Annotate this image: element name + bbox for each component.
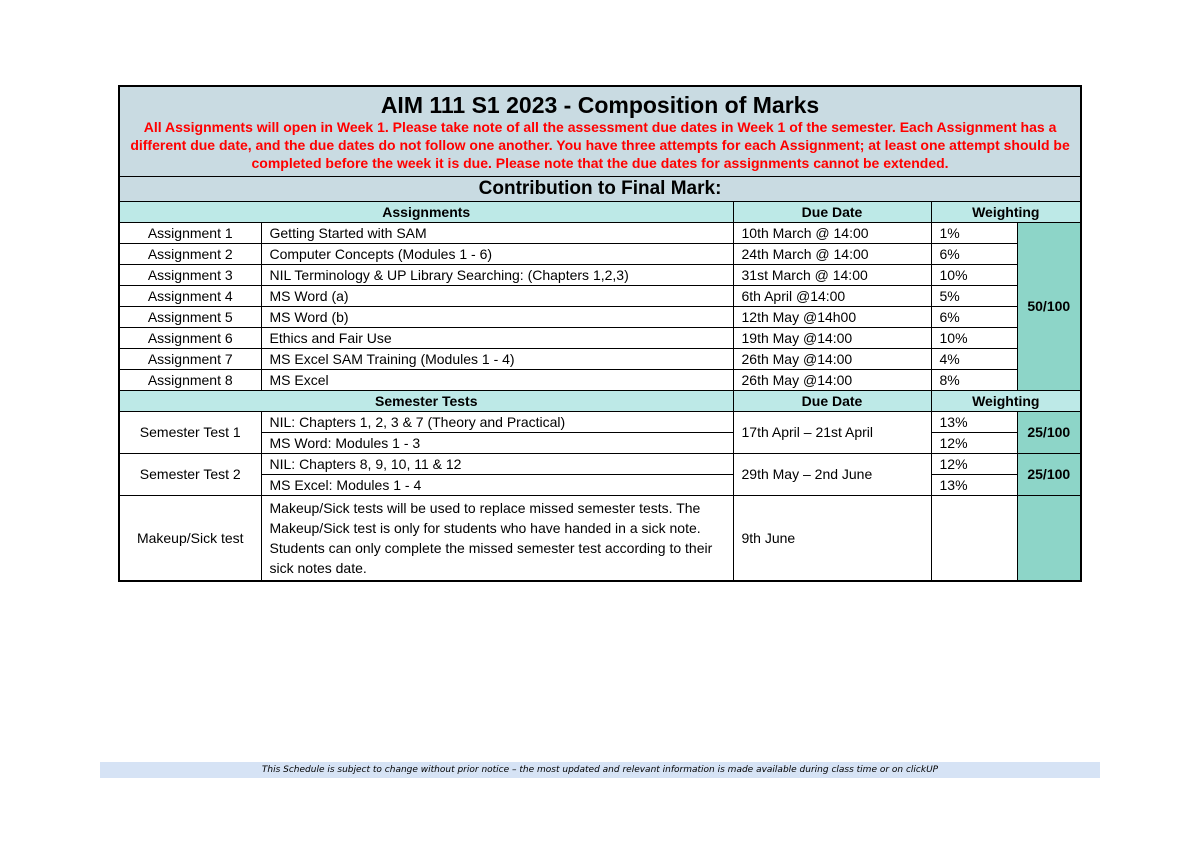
assignment-topic: MS Excel: [261, 370, 733, 391]
weighting-header: Weighting: [931, 202, 1081, 223]
assignment-name: Assignment 7: [119, 349, 261, 370]
assignment-weight: 8%: [931, 370, 1017, 391]
table-row: [119, 244, 1081, 265]
test-topic: MS Word: Modules 1 - 3: [261, 433, 733, 454]
assignment-topic: MS Word (b): [261, 307, 733, 328]
assignment-weight: 6%: [931, 307, 1017, 328]
makeup-test-name: Makeup/Sick test: [119, 496, 261, 582]
table-row: [119, 286, 1081, 307]
assignment-weight: 5%: [931, 286, 1017, 307]
contribution-heading: Contribution to Final Mark:: [119, 177, 1081, 202]
test-weight: 12%: [931, 454, 1017, 475]
due-date-header: Due Date: [733, 202, 931, 223]
makeup-test-total: [1017, 496, 1081, 582]
composition-of-marks-table: [118, 85, 1082, 582]
test2-total: 25/100: [1017, 454, 1081, 496]
test-topic: NIL: Chapters 1, 2, 3 & 7 (Theory and Practical): [261, 412, 733, 433]
assignment-topic: Computer Concepts (Modules 1 - 6): [261, 244, 733, 265]
assignment-due: 26th May @14:00: [733, 349, 931, 370]
assignment-name: Assignment 2: [119, 244, 261, 265]
table-row: [119, 349, 1081, 370]
assignment-due: 19th May @14:00: [733, 328, 931, 349]
test-due: 17th April – 21st April: [733, 412, 931, 454]
assignment-topic: Getting Started with SAM: [261, 223, 733, 244]
semester-tests-header: Semester Tests: [119, 391, 733, 412]
makeup-test-description: Makeup/Sick tests will be used to replace missed semester tests. The Makeup/Sick test is only for students who have handed in a sick note. Students can only complete the missed semester test according to their sick notes date.: [261, 496, 733, 582]
assignment-due: 10th March @ 14:00: [733, 223, 931, 244]
makeup-test-weight: [931, 496, 1017, 582]
table-row: [119, 433, 1081, 454]
assignment-due: 12th May @14h00: [733, 307, 931, 328]
table-row: [119, 370, 1081, 391]
assignment-name: Assignment 4: [119, 286, 261, 307]
table-row: [119, 265, 1081, 286]
table-row: [119, 454, 1081, 475]
table-row: [119, 307, 1081, 328]
test-weight: 12%: [931, 433, 1017, 454]
table-row: [119, 223, 1081, 244]
assignment-weight: 10%: [931, 328, 1017, 349]
assignment-topic: Ethics and Fair Use: [261, 328, 733, 349]
assignment-weight: 4%: [931, 349, 1017, 370]
assignments-total: 50/100: [1017, 223, 1081, 391]
test-name: Semester Test 1: [119, 412, 261, 454]
test-weight: 13%: [931, 412, 1017, 433]
tests-due-date-header: Due Date: [733, 391, 931, 412]
test-topic: NIL: Chapters 8, 9, 10, 11 & 12: [261, 454, 733, 475]
footer-disclaimer: This Schedule is subject to change without prior notice – the most updated and relevant information is made available during class time or on clickUP: [100, 762, 1100, 778]
assignment-topic: NIL Terminology & UP Library Searching: (Chapters 1,2,3): [261, 265, 733, 286]
table-row: [119, 496, 1081, 582]
assignments-header: Assignments: [119, 202, 733, 223]
assignment-due: 24th March @ 14:00: [733, 244, 931, 265]
assignment-weight: 10%: [931, 265, 1017, 286]
assignment-weight: 6%: [931, 244, 1017, 265]
tests-weighting-header: Weighting: [931, 391, 1081, 412]
table-row: [119, 412, 1081, 433]
assignment-due: 6th April @14:00: [733, 286, 931, 307]
table-row: [119, 328, 1081, 349]
page-title: AIM 111 S1 2023 - Composition of Marks: [380, 92, 820, 118]
table-row: [119, 475, 1081, 496]
assignment-name: Assignment 3: [119, 265, 261, 286]
assignment-notice: All Assignments will open in Week 1. Please take note of all the assessment due dates in Week 1 of the semester. Each Assignment has a different due date, and the due dates do not follow one another. You have three attempts for each Assignment; at least one attempt should be completed before the week it is due. Please note that the due dates for assignments cannot be extended.: [130, 119, 1070, 171]
assignment-topic: MS Word (a): [261, 286, 733, 307]
title-block: [119, 86, 1081, 177]
test-weight: 13%: [931, 475, 1017, 496]
test-topic: MS Excel: Modules 1 - 4: [261, 475, 733, 496]
test1-total: 25/100: [1017, 412, 1081, 454]
assignment-name: Assignment 6: [119, 328, 261, 349]
assignment-name: Assignment 1: [119, 223, 261, 244]
assignment-name: Assignment 5: [119, 307, 261, 328]
test-name: Semester Test 2: [119, 454, 261, 496]
makeup-test-due: 9th June: [733, 496, 931, 582]
assignment-name: Assignment 8: [119, 370, 261, 391]
assignment-topic: MS Excel SAM Training (Modules 1 - 4): [261, 349, 733, 370]
assignment-due: 31st March @ 14:00: [733, 265, 931, 286]
test-due: 29th May – 2nd June: [733, 454, 931, 496]
assignment-weight: 1%: [931, 223, 1017, 244]
assignment-due: 26th May @14:00: [733, 370, 931, 391]
